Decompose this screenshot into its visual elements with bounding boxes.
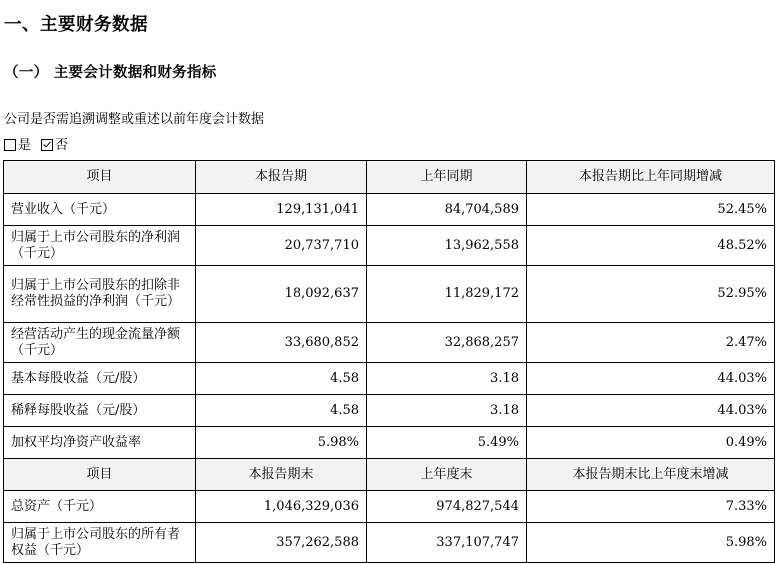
cell-current: 20,737,710 xyxy=(196,226,367,266)
cell-change: 48.52% xyxy=(527,226,775,266)
row-label: 经营活动产生的现金流量净额（千元） xyxy=(4,323,196,363)
table-row xyxy=(4,363,775,395)
cell-change: 0.49% xyxy=(527,427,775,459)
table-row xyxy=(4,491,775,523)
cell-current: 18,092,637 xyxy=(196,266,367,323)
cell-current: 129,131,041 xyxy=(196,194,367,226)
cell-prior: 5.49% xyxy=(367,427,527,459)
cell-prior: 32,868,257 xyxy=(367,323,527,363)
cell-prior: 3.18 xyxy=(367,395,527,427)
cell-current: 4.58 xyxy=(196,395,367,427)
table-row xyxy=(4,395,775,427)
table-row xyxy=(4,266,775,323)
header-current-period-end: 本报告期末 xyxy=(196,459,367,491)
checkbox-checked-icon[interactable] xyxy=(41,139,53,151)
section-heading: 一、主要财务数据 xyxy=(4,15,148,35)
table-row xyxy=(4,427,775,459)
cell-change: 2.47% xyxy=(527,323,775,363)
cell-change: 5.98% xyxy=(527,523,775,563)
cell-prior: 974,827,544 xyxy=(367,491,527,523)
row-label: 加权平均净资产收益率 xyxy=(4,427,196,459)
table-row xyxy=(4,226,775,266)
cell-change: 7.33% xyxy=(527,491,775,523)
cell-prior: 13,962,558 xyxy=(367,226,527,266)
restatement-question: 公司是否需追溯调整或重述以前年度会计数据 xyxy=(4,112,265,127)
header-change: 本报告期末比上年度末增减 xyxy=(527,459,775,491)
header-prior-period: 上年同期 xyxy=(367,161,527,194)
row-label: 营业收入（千元） xyxy=(4,194,196,226)
option-no[interactable] xyxy=(41,134,68,153)
financial-data-table xyxy=(3,160,775,563)
subsection-heading: （一） 主要会计数据和财务指标 xyxy=(4,65,217,81)
cell-prior: 3.18 xyxy=(367,363,527,395)
header-item: 项目 xyxy=(4,459,196,491)
cell-change: 44.03% xyxy=(527,363,775,395)
row-label: 归属于上市公司股东的所有者权益（千元） xyxy=(4,523,196,563)
option-yes[interactable] xyxy=(4,134,31,153)
cell-current: 4.58 xyxy=(196,363,367,395)
table-header-row xyxy=(4,459,775,491)
header-item: 项目 xyxy=(4,161,196,194)
cell-current: 33,680,852 xyxy=(196,323,367,363)
cell-prior: 11,829,172 xyxy=(367,266,527,323)
cell-change: 52.95% xyxy=(527,266,775,323)
checkbox-unchecked-icon[interactable] xyxy=(4,139,16,151)
table-row xyxy=(4,323,775,363)
header-prior-year-end: 上年度末 xyxy=(367,459,527,491)
row-label: 基本每股收益（元/股） xyxy=(4,363,196,395)
cell-current: 357,262,588 xyxy=(196,523,367,563)
option-no-label: 否 xyxy=(55,138,69,153)
table-row xyxy=(4,194,775,226)
row-label: 稀释每股收益（元/股） xyxy=(4,395,196,427)
cell-change: 52.45% xyxy=(527,194,775,226)
table-header-row xyxy=(4,161,775,194)
restatement-options xyxy=(4,134,78,153)
cell-current: 1,046,329,036 xyxy=(196,491,367,523)
row-label: 归属于上市公司股东的扣除非经常性损益的净利润（千元） xyxy=(4,266,196,323)
table-row xyxy=(4,523,775,563)
header-current-period: 本报告期 xyxy=(196,161,367,194)
cell-change: 44.03% xyxy=(527,395,775,427)
header-change: 本报告期比上年同期增减 xyxy=(527,161,775,194)
row-label: 总资产（千元） xyxy=(4,491,196,523)
row-label: 归属于上市公司股东的净利润（千元） xyxy=(4,226,196,266)
cell-prior: 337,107,747 xyxy=(367,523,527,563)
option-yes-label: 是 xyxy=(18,138,32,153)
cell-current: 5.98% xyxy=(196,427,367,459)
cell-prior: 84,704,589 xyxy=(367,194,527,226)
